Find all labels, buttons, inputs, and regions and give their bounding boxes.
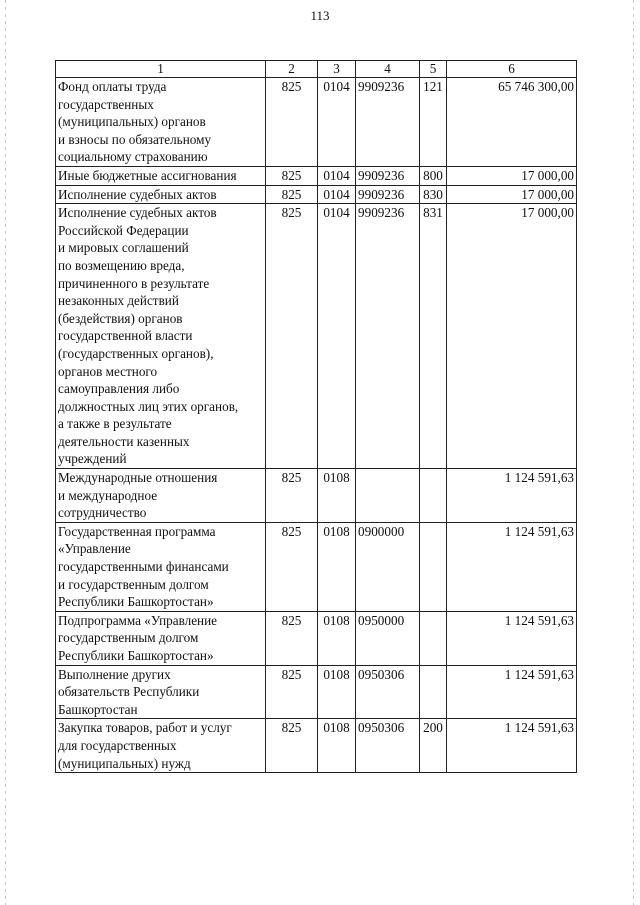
cell-expense-type bbox=[420, 665, 447, 719]
cell-name bbox=[56, 166, 266, 185]
cell-target-article: 0950306 bbox=[356, 719, 420, 773]
cell-section-code: 0104 bbox=[318, 204, 356, 469]
cell-name-line: государственных bbox=[58, 96, 154, 112]
scan-edge-right bbox=[633, 0, 634, 905]
header-cell-col1: 1 bbox=[56, 61, 266, 78]
cell-section-code: 0108 bbox=[318, 719, 356, 773]
header-cell-col2: 2 bbox=[266, 61, 318, 78]
cell-name-line: и государственным долгом bbox=[58, 576, 209, 592]
cell-target-article: 9909236 bbox=[356, 78, 420, 167]
cell-target-article: 9909236 bbox=[356, 204, 420, 469]
cell-amount: 17 000,00 bbox=[447, 185, 577, 204]
cell-name-line: учреждений bbox=[58, 451, 127, 467]
cell-name bbox=[56, 719, 266, 773]
cell-name-line: по возмещению вреда, bbox=[58, 257, 185, 273]
cell-section-code: 0108 bbox=[318, 522, 356, 611]
cell-name-line: Закупка товаров, работ и услуг bbox=[58, 720, 232, 736]
cell-name-line: Российской Федерации bbox=[58, 222, 189, 238]
cell-section-code: 0104 bbox=[318, 185, 356, 204]
cell-amount: 1 124 591,63 bbox=[447, 469, 577, 523]
cell-target-article: 9909236 bbox=[356, 185, 420, 204]
table-row bbox=[56, 665, 577, 719]
cell-amount: 17 000,00 bbox=[447, 166, 577, 185]
cell-name-line: Республики Башкортостан» bbox=[58, 648, 214, 663]
cell-name-line: деятельности казенных bbox=[58, 433, 190, 449]
cell-section-code: 0108 bbox=[318, 665, 356, 719]
table-body bbox=[56, 61, 577, 773]
cell-amount: 1 124 591,63 bbox=[447, 665, 577, 719]
scan-edge-left bbox=[5, 0, 6, 905]
cell-section-code: 0108 bbox=[318, 469, 356, 523]
cell-name-line: должностных лиц этих органов, bbox=[58, 398, 239, 414]
cell-name-line: а также в результате bbox=[58, 416, 172, 432]
table-row bbox=[56, 204, 577, 469]
cell-name-line: Выполнение других bbox=[58, 666, 171, 682]
cell-amount: 1 124 591,63 bbox=[447, 522, 577, 611]
cell-expense-type bbox=[420, 611, 447, 665]
cell-name-line: органов местного bbox=[58, 363, 158, 379]
cell-name bbox=[56, 185, 266, 204]
cell-name bbox=[56, 204, 266, 469]
cell-name bbox=[56, 665, 266, 719]
cell-expense-type bbox=[420, 522, 447, 611]
cell-name-line: незаконных действий bbox=[58, 293, 179, 309]
cell-section-code: 0108 bbox=[318, 611, 356, 665]
cell-ministry-code: 825 bbox=[266, 611, 318, 665]
cell-name-line: самоуправления либо bbox=[58, 381, 180, 397]
cell-ministry-code: 825 bbox=[266, 78, 318, 167]
table-row bbox=[56, 185, 577, 204]
cell-name-line: Республики Башкортостан» bbox=[58, 594, 214, 610]
header-cell-col5: 5 bbox=[420, 61, 447, 78]
cell-name bbox=[56, 78, 266, 167]
cell-expense-type bbox=[420, 469, 447, 523]
cell-ministry-code: 825 bbox=[266, 719, 318, 773]
table-header-row bbox=[56, 61, 577, 78]
cell-ministry-code: 825 bbox=[266, 185, 318, 204]
cell-expense-type: 200 bbox=[420, 719, 447, 773]
cell-expense-type: 800 bbox=[420, 166, 447, 185]
cell-name bbox=[56, 469, 266, 523]
cell-name-line: и взносы по обязательному bbox=[58, 131, 212, 147]
cell-name-line: обязательств Республики bbox=[58, 684, 200, 700]
cell-name-line: «Управление bbox=[58, 541, 131, 557]
page-number: 113 bbox=[310, 8, 330, 23]
table-row bbox=[56, 719, 577, 773]
cell-expense-type: 121 bbox=[420, 78, 447, 167]
header-cell-col3: 3 bbox=[318, 61, 356, 78]
cell-name-line: социальному страхованию bbox=[58, 149, 208, 165]
table-row bbox=[56, 522, 577, 611]
cell-ministry-code: 825 bbox=[266, 166, 318, 185]
cell-name bbox=[56, 611, 266, 665]
budget-table bbox=[55, 60, 577, 773]
cell-section-code: 0104 bbox=[318, 78, 356, 167]
cell-name-line: (муниципальных) органов bbox=[58, 114, 206, 130]
cell-amount: 1 124 591,63 bbox=[447, 719, 577, 773]
header-cell-col6: 6 bbox=[447, 61, 577, 78]
cell-name-line: Исполнение судебных актов bbox=[58, 205, 217, 221]
cell-name-line: (бездействия) органов bbox=[58, 310, 183, 326]
cell-amount: 17 000,00 bbox=[447, 204, 577, 469]
cell-name-line: Подпрограмма «Управление bbox=[58, 612, 218, 628]
cell-name-line: и международное bbox=[58, 487, 158, 503]
cell-expense-type: 831 bbox=[420, 204, 447, 469]
cell-name-line: Международные отношения bbox=[58, 470, 218, 486]
cell-amount: 65 746 300,00 bbox=[447, 78, 577, 167]
cell-amount: 1 124 591,63 bbox=[447, 611, 577, 665]
cell-expense-type: 830 bbox=[420, 185, 447, 204]
cell-name bbox=[56, 522, 266, 611]
cell-name-line: государственной власти bbox=[58, 328, 193, 344]
table-row bbox=[56, 611, 577, 665]
cell-name-line: государственным долгом bbox=[58, 630, 199, 646]
cell-target-article: 9909236 bbox=[356, 166, 420, 185]
cell-ministry-code: 825 bbox=[266, 522, 318, 611]
cell-target-article: 0900000 bbox=[356, 522, 420, 611]
cell-name-line: сотрудничество bbox=[58, 505, 147, 521]
cell-section-code: 0104 bbox=[318, 166, 356, 185]
cell-name-line: (государственных органов), bbox=[58, 345, 214, 361]
cell-name-line: для государственных bbox=[58, 737, 177, 753]
table-row bbox=[56, 166, 577, 185]
table-row bbox=[56, 78, 577, 167]
cell-ministry-code: 825 bbox=[266, 469, 318, 523]
table-row bbox=[56, 469, 577, 523]
cell-name-line: Государственная программа bbox=[58, 523, 216, 539]
cell-name-line: Фонд оплаты труда bbox=[58, 79, 167, 94]
cell-target-article: 0950306 bbox=[356, 665, 420, 719]
cell-target-article: 0950000 bbox=[356, 611, 420, 665]
cell-name-line: Иные бюджетные ассигнования bbox=[58, 167, 237, 183]
cell-name-line: Исполнение судебных актов bbox=[58, 186, 217, 202]
cell-target-article bbox=[356, 469, 420, 523]
cell-name-line: (муниципальных) нужд bbox=[58, 755, 191, 771]
header-cell-col4: 4 bbox=[356, 61, 420, 78]
cell-ministry-code: 825 bbox=[266, 204, 318, 469]
cell-name-line: причиненного в результате bbox=[58, 275, 210, 291]
cell-name-line: и мировых соглашений bbox=[58, 240, 189, 256]
cell-name-line: Башкортостан bbox=[58, 701, 138, 717]
cell-ministry-code: 825 bbox=[266, 665, 318, 719]
cell-name-line: государственными финансами bbox=[58, 559, 229, 575]
